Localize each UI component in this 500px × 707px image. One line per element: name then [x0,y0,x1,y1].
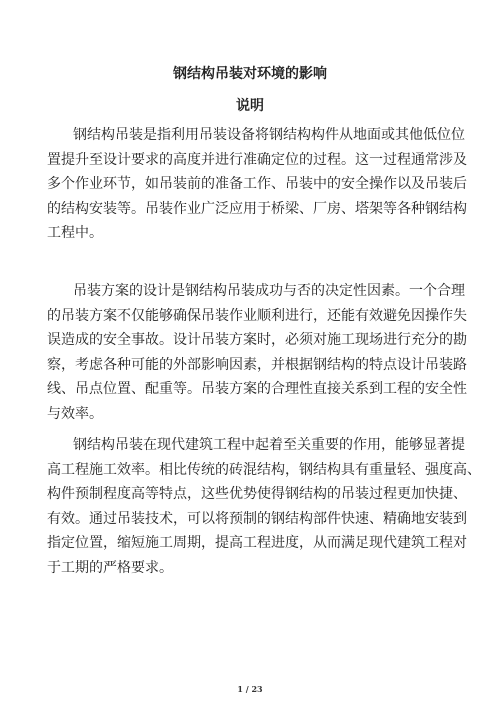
paragraph-line: 有效。通过吊装技术，可以将预制的钢结构部件快速、精确地安装到 [47,510,467,527]
paragraph-line: 的结构安装等。吊装作业广泛应用于桥梁、厂房、塔架等各种钢结构 [47,200,467,217]
paragraph-line: 线、吊点位置、配重等。吊装方案的合理性直接关系到工程的安全性 [47,381,467,398]
paragraph-2 [47,279,467,427]
document-title: 钢结构吊装对环境的影响 [173,66,327,82]
section-heading: 说明 [236,98,264,114]
paragraph-line: 钢结构吊装是指利用吊装设备将钢结构构件从地面或其他低位位 [73,127,465,143]
paragraph-line: 吊装方案的设计是钢结构吊装成功与否的决定性因素。一个合理 [73,283,465,299]
paragraph-line: 指定位置，缩短施工周期，提高工程进度，从而满足现代建筑工程对 [47,535,467,552]
paragraph-line: 与效率。 [47,405,103,422]
paragraph-3 [47,433,481,581]
paragraph-line: 工程中。 [47,225,103,242]
paragraph-line: 钢结构吊装在现代建筑工程中起着至关重要的作用，能够显著提 [73,437,465,453]
paragraph-line: 于工期的严格要求。 [47,559,173,576]
page-number: 1 / 23 [237,684,263,694]
paragraph-line: 置提升至设计要求的高度并进行准确定位的过程。这一过程通常涉及 [47,151,467,168]
paragraph-line: 多个作业环节，如吊装前的准备工作、吊装中的安全操作以及吊装后 [47,176,467,193]
paragraph-line: 构件预制程度高等特点，这些优势使得钢结构的吊装过程更加快捷、 [47,486,467,503]
paragraph-1 [47,123,467,246]
paragraph-line: 的吊装方案不仅能够确保吊装作业顺利进行，还能有效避免因操作失 [47,307,467,324]
paragraph-line: 高工程施工效率。相比传统的砖混结构，钢结构具有重量轻、强度高、 [47,461,481,478]
paragraph-line: 误造成的安全事故。设计吊装方案时，必须对施工现场进行充分的勘 [47,332,467,349]
paragraph-line: 察，考虑各种可能的外部影响因素，并根据钢结构的特点设计吊装路 [47,356,467,373]
